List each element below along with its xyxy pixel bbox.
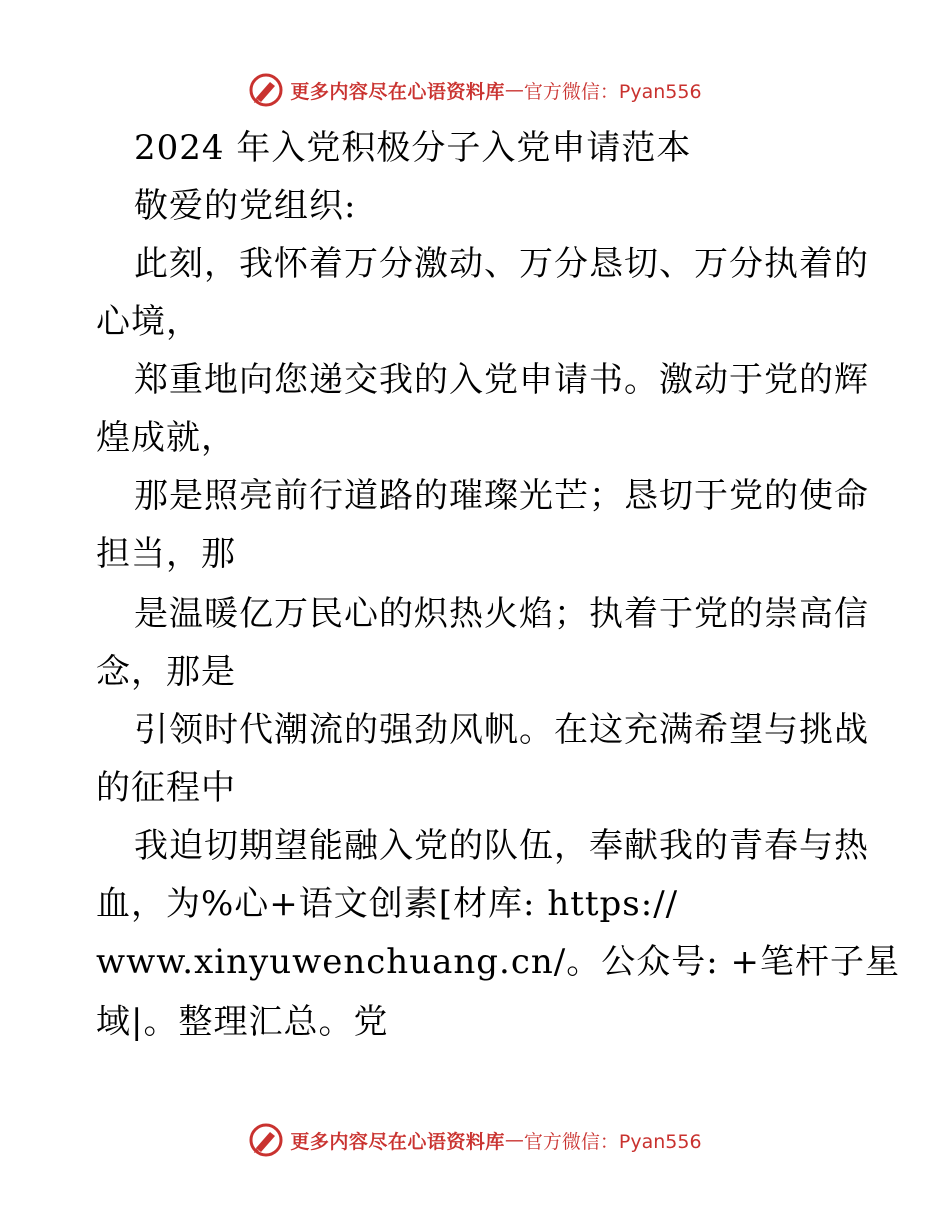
body-line: 担当，那 [96, 534, 236, 574]
banner-main-text: 更多内容尽在心语资料库 [290, 80, 505, 103]
body-line: 心境， [96, 302, 201, 342]
banner-main-text: 更多内容尽在心语资料库 [290, 1130, 505, 1153]
document-title: 2024 年入党积极分子入党申请范本 [134, 128, 692, 168]
banner-wechat-text: 官方微信：Pyan556 [523, 1130, 702, 1153]
footer-banner [0, 1118, 950, 1162]
body-line: 郑重地向您递交我的入党申请书。激动于党的辉 [134, 360, 869, 400]
body-line: www.xinyuwenchuang.cn/。公众号: +笔杆子星 [96, 942, 900, 982]
salutation: 敬爱的党组织: [134, 186, 357, 226]
body-line: 血，为%心+语文创素[材库: https:// [96, 884, 679, 924]
banner-dash: — [504, 79, 524, 101]
body-line: 的征程中 [96, 768, 236, 808]
body-line: 煌成就， [96, 418, 236, 458]
body-line: 域|。整理汇总。党 [96, 1002, 389, 1042]
banner-dash: — [504, 1129, 524, 1151]
body-line: 此刻，我怀着万分激动、万分恳切、万分执着的 [134, 244, 869, 284]
header-banner [0, 68, 950, 112]
body-line: 念，那是 [96, 652, 236, 692]
pen-logo-icon [248, 72, 284, 108]
body-line: 我迫切期望能融入党的队伍，奉献我的青春与热 [134, 826, 869, 866]
pen-logo-icon [248, 1122, 284, 1158]
body-line: 引领时代潮流的强劲风帆。在这充满希望与挑战 [134, 710, 869, 750]
banner-wechat-text: 官方微信：Pyan556 [523, 80, 702, 103]
body-line: 那是照亮前行道路的璀璨光芒；恳切于党的使命 [134, 476, 869, 516]
body-line: 是温暖亿万民心的炽热火焰；执着于党的崇高信 [134, 594, 869, 634]
